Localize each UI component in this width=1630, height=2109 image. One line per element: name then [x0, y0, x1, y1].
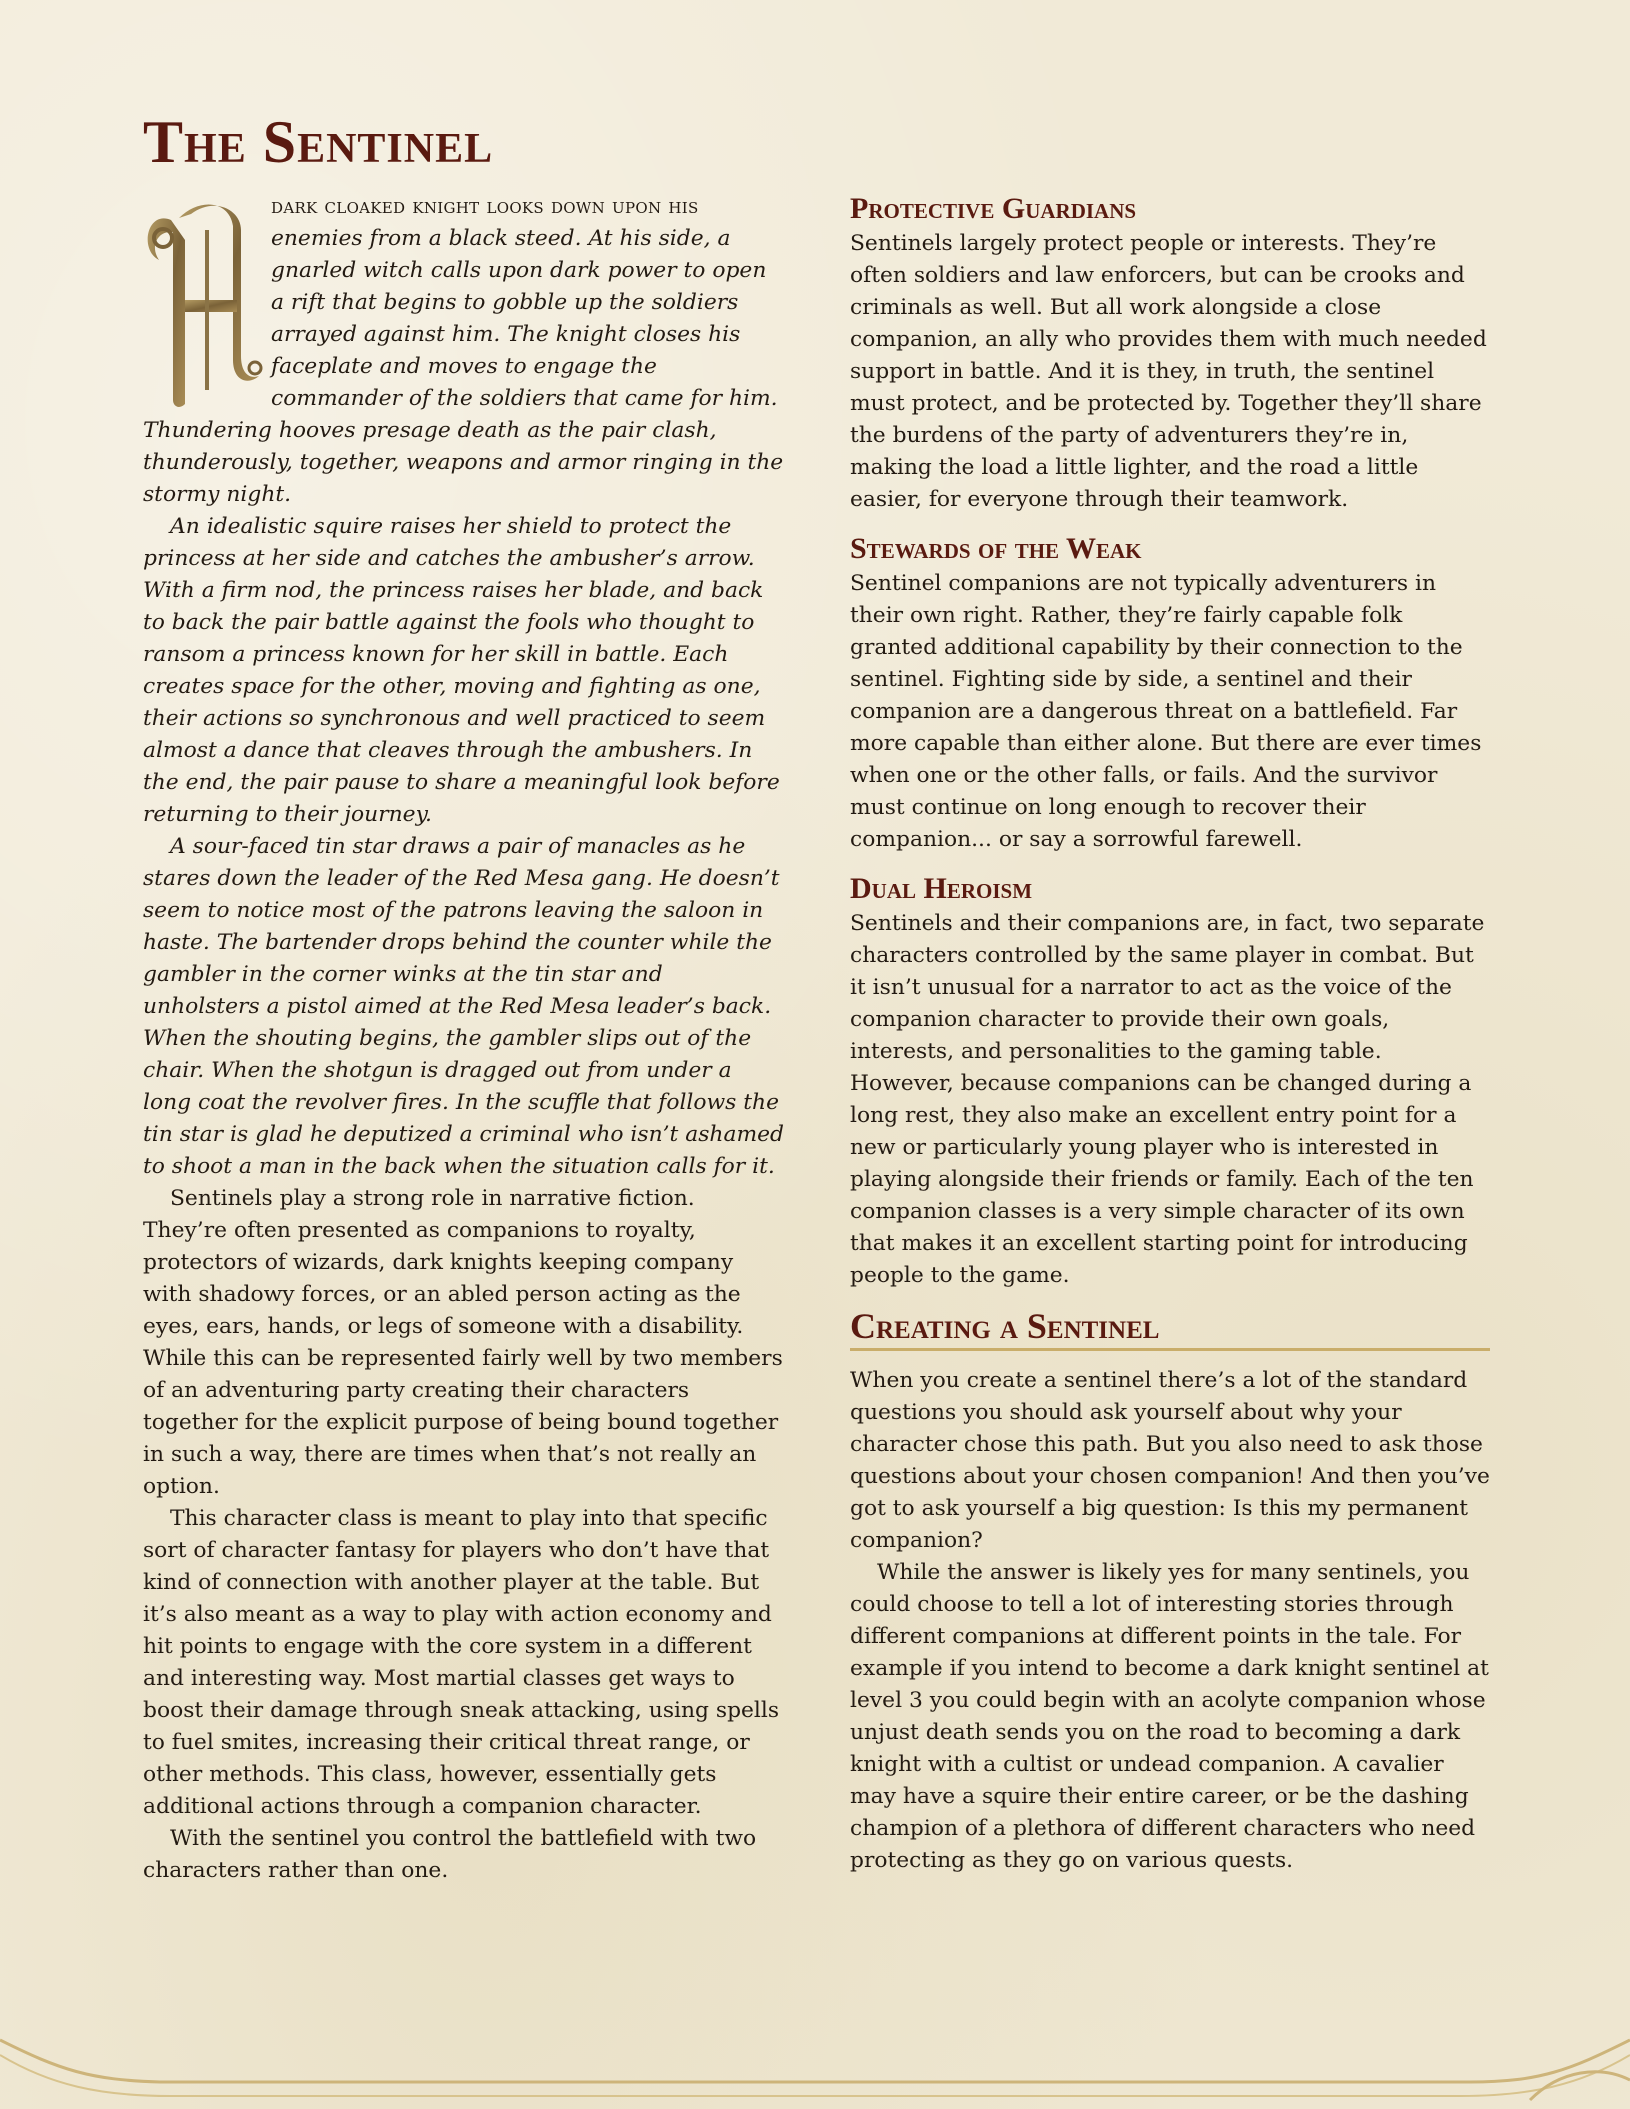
- intro-lead: dark cloaked knight looks down upon his: [271, 194, 699, 218]
- body-paragraph-5: This character class is meant to play into that specific sort of character fantasy for players who don’t have that kind of connection with another player at the table. But it’s also meant as a way to play with action economy and hit points to engage with the core system in a different and interesting way. Most martial classes get ways to boost their damage through sneak attacking, using spells to fuel smites, increasing their critical threat range, or other methods. This class, however, essentially gets additional actions through a companion character.: [143, 1506, 780, 1819]
- left-column: [143, 190, 785, 1887]
- footer-ornament: [0, 2010, 1630, 2109]
- page-title: The Sentinel: [143, 109, 494, 175]
- intro-paragraph-3: A sour-faced tin star draws a pair of manacles as he stares down the leader of the Red Mesa gang. He doesn’t seem to notice most of the patrons leaving the saloon in haste. The bartender drops behind the counter while the gambler in the corner winks at the tin star and unholsters a pistol aimed at the Red Mesa leader’s back. When the shouting begins, the gambler slips out of the chair. When the shotgun is dragged out from under a long coat the revolver fires. In the scuffle that follows the tin star is glad he deputized a criminal who isn’t ashamed to shoot a man in the back when the situation calls for it.: [143, 834, 784, 1179]
- paragraph-creating-1: When you create a sentinel there’s a lot of the standard questions you should ask yourself about why your character chose this path. But you also need to ask those questions about your chosen companion! And then you’ve got to ask yourself a big question: Is this my permanent companion?: [850, 1368, 1490, 1553]
- heading-protective-guardians: Protective Guardians: [850, 192, 1137, 225]
- right-column: [850, 190, 1490, 1877]
- dropcap-ornament: [129, 190, 267, 412]
- heading-creating-a-sentinel: Creating a Sentinel: [850, 1306, 1160, 1346]
- body-paragraph-6: With the sentinel you control the battlefield with two characters rather than one.: [143, 1826, 757, 1883]
- intro-rest: enemies from a black steed. At his side, a gnarled witch calls upon dark power to open a rift that begins to gobble up the soldiers arrayed against him. The knight closes his faceplate and moves to engage the commander of the soldiers that came for him. Thundering hooves presage death as the pair clash, thunderously, together, weapons and armor ringing in the stormy night.: [143, 226, 784, 507]
- body-paragraph-4: Sentinels play a strong role in narrative fiction. They’re often presented as companions to royalty, protectors of wizards, dark knights keeping company with shadowy forces, or an abled person acting as the eyes, ears, hands, or legs of someone with a disability. While this can be represented fairly well by two members of an adventuring party creating their characters together for the explicit purpose of being bound together in such a way, there are times when that’s not really an option.: [143, 1186, 783, 1499]
- heading-stewards-of-the-weak: Stewards of the Weak: [850, 532, 1142, 565]
- paragraph-dual: Sentinels and their companions are, in fact, two separate characters controlled by the same player in combat. But it isn’t unusual for a narrator to act as the voice of the companion character to provide their own goals, interests, and personalities to the gaming table. However, because companions can be changed during a long rest, they also make an excellent entry point for a new or particularly young player who is interested in playing alongside their friends or family. Each of the ten companion classes is a very simple character of its own that makes it an excellent starting point for introducing people to the game.: [850, 911, 1485, 1288]
- heading-dual-heroism: Dual Heroism: [850, 872, 1033, 905]
- paragraph-protective: Sentinels largely protect people or interests. They’re often soldiers and law enforcers, but can be crooks and criminals as well. But all work alongside a close companion, an ally who provides them with much needed support in battle. And it is they, in truth, the sentinel must protect, and be protected by. Together they’ll share the burdens of the party of adventurers they’re in, making the load a little lighter, and the road a little easier, for everyone through their teamwork.: [850, 231, 1487, 512]
- paragraph-creating-2: While the answer is likely yes for many sentinels, you could choose to tell a lot of interesting stories through different companions at different points in the tale. For example if you intend to become a dark knight sentinel at level 3 you could begin with an acolyte companion whose unjust death sends you on the road to becoming a dark knight with a cultist or undead companion. A cavalier may have a squire their entire career, or be the dashing champion of a plethora of different characters who need protecting as they go on various quests.: [850, 1560, 1489, 1873]
- section-divider: [850, 1348, 1490, 1351]
- intro-paragraph-2: An idealistic squire raises her shield to protect the princess at her side and catches the ambusher’s arrow. With a firm nod, the princess raises her blade, and back to back the pair battle against the fools who thought to ransom a princess known for her skill in battle. Each creates space for the other, moving and fighting as one, their actions so synchronous and well practiced to seem almost a dance that cleaves through the ambushers. In the end, the pair pause to share a meaningful look before returning to their journey.: [143, 514, 780, 827]
- paragraph-stewards: Sentinel companions are not typically adventurers in their own right. Rather, they’re fairly capable folk granted additional capability by their connection to the sentinel. Fighting side by side, a sentinel and their companion are a dangerous threat on a battlefield. Far more capable than either alone. But there are ever times when one or the other falls, or fails. And the survivor must continue on long enough to recover their companion... or say a sorrowful farewell.: [850, 571, 1482, 852]
